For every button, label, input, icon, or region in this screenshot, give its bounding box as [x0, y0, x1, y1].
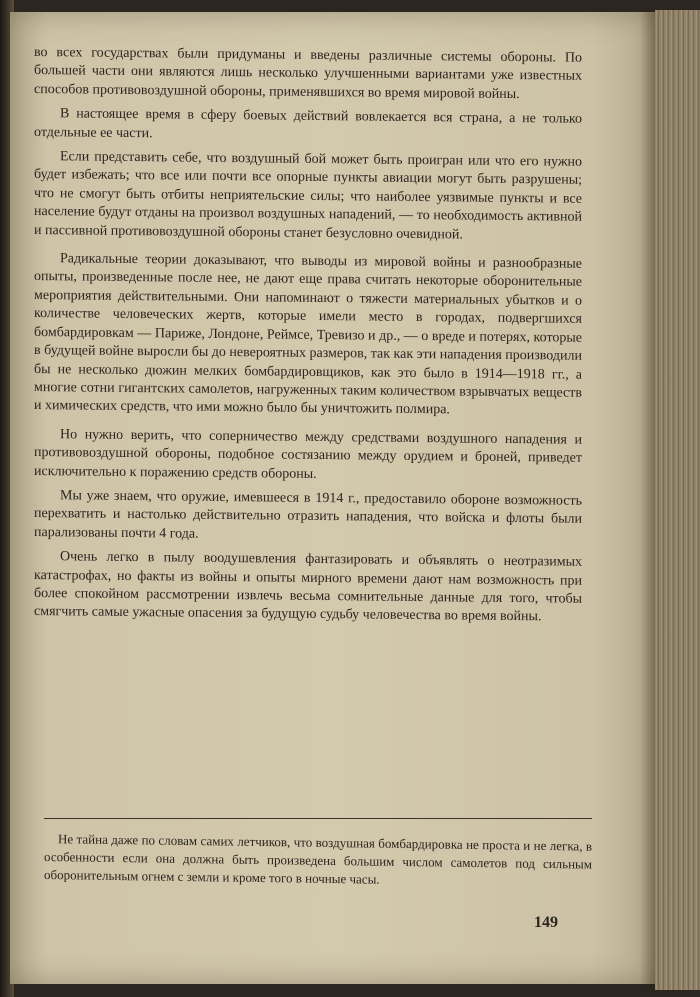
paragraph-6: Мы уже знаем, что оружие, имевшееся в 1914 г., предоставило обороне возможность перехватить и настолько действительно отразить нападения, что войска и флоты были парализованы почти 4 года.: [34, 488, 582, 542]
paragraph-4: Радикальные теории доказывают, что выводы из мировой войны и разнообразные опыты, произведенные после нее, не дают еще права считать некоторые оборонительные мероприятия действительными. Они напоминают о тяжести материальных убытков и о количестве человеческих жертв, которые имели место в городах, подвергшихся бомбардировкам — Париже, Лондоне, Реймсе, Тревизо и др., — о вреде и потерях, которые в будущей войне выросли бы до невероятных размеров, так как эти нападения производили бы не несколько дюжин мелких бомбардировщиков, как это было в 1914—1918 гг., а многие сотни гигантских самолетов, нагруженных таким количеством взрывчатых веществ и химических средств, что ими можно было бы уничтожить полмира.: [34, 251, 582, 418]
paragraph-1: во всех государствах были придуманы и введены различные системы обороны. По большей части они являются лишь несколько улучшенными вариантами уже известных способов противовоздушной обороны, применявшихся во время мировой войны.: [34, 45, 582, 102]
paragraph-2: В настоящее время в сферу боевых действий вовлекается вся страна, а не только отдельные ее части.: [34, 106, 582, 141]
paragraph-7: Очень легко в пылу воодушевления фантазировать и объявлять о неотразимых катастрофах, но факты из войны и опыты мирного времени дают нам возможность при более спокойном рассмотрении извлечь весьма сомнительные данные для того, чтобы смягчить самые ужасные опасения за будущую судьбу человечества во время войны.: [34, 549, 582, 625]
footnote: [44, 830, 592, 892]
body-text: [34, 44, 582, 634]
paragraph-5: Но нужно верить, что соперничество между средствами воздушного нападения и противовоздушной обороны, подобное состязанию между орудием и броней, приведет исключительно к поражению средств обороны.: [34, 426, 582, 482]
footnote-divider: [44, 818, 592, 820]
page-number: 149: [534, 914, 558, 931]
book-page-edges: [655, 10, 700, 990]
footnote-text: Не тайна даже по словам самих летчиков, что воздушная бомбардировка не проста и не легка, в особенности если она должна быть произведена большим числом самолетов под сильным оборонительным огнем с земли и кроме того в ночные часы.: [44, 831, 592, 887]
paragraph-3: Если представить себе, что воздушный бой может быть проигран или что его нужно будет избежать; что все или почти все опорные пункты авиации могут быть разрушены; что не смогут быть отбиты неприятельские силы; что наиболее уязвимые пункты и все население будут отданы на произвол воздушных нападений, — то необходимость активной и пассивной противовоздушной обороны станет безусловно очевидной.: [34, 149, 582, 243]
